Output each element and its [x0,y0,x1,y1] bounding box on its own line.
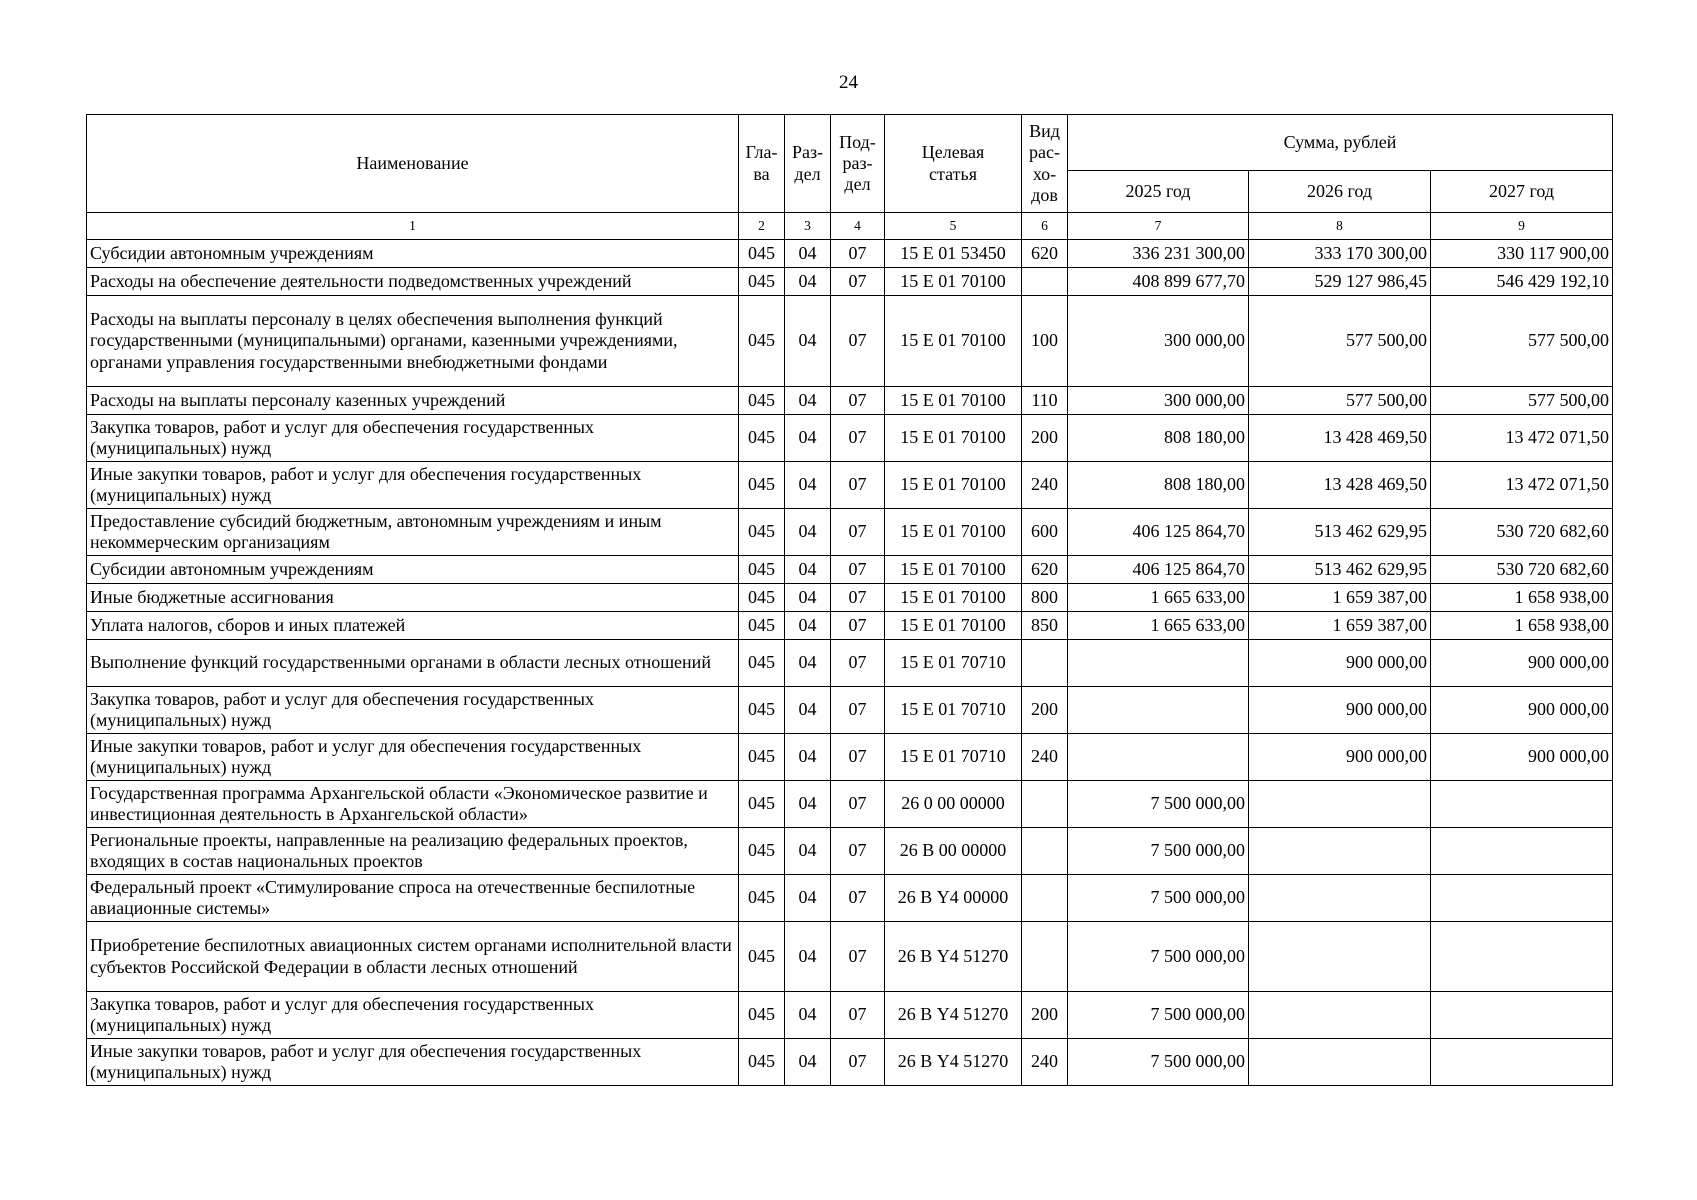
row-sum-2025-cell [1068,640,1249,687]
table-body [87,213,1613,1086]
header-sum: Сумма, рублей [1068,115,1613,171]
table-row [87,240,1613,268]
table-row [87,875,1613,922]
row-subsection-cell: 07 [831,415,885,462]
row-sum-2026-cell: 577 500,00 [1249,296,1431,387]
row-sum-2025-cell: 7 500 000,00 [1068,1039,1249,1086]
row-sum-2026-cell [1249,992,1431,1039]
row-subsection-cell: 07 [831,828,885,875]
row-section-cell: 04 [785,240,831,268]
header-section: Раз- дел [785,115,831,213]
row-name-cell: Иные закупки товаров, работ и услуг для обеспечения государственных (муниципальных) нужд [87,1039,739,1086]
row-section-cell: 04 [785,922,831,992]
row-sum-2027-cell: 900 000,00 [1431,640,1613,687]
row-sum-2026-cell: 13 428 469,50 [1249,415,1431,462]
row-sum-2027-cell: 577 500,00 [1431,387,1613,415]
row-expense-type-cell [1022,268,1068,296]
row-sum-2026-cell: 577 500,00 [1249,387,1431,415]
row-target-article-cell: 15 Е 01 70710 [885,687,1022,734]
row-target-article-cell: 15 Е 01 70100 [885,387,1022,415]
row-chapter-cell: 045 [739,1039,785,1086]
row-name-cell: Иные закупки товаров, работ и услуг для обеспечения государственных (муниципальных) нужд [87,734,739,781]
row-chapter-cell: 045 [739,240,785,268]
row-subsection-cell: 07 [831,640,885,687]
row-section-cell: 04 [785,687,831,734]
row-sum-2025-cell: 7 500 000,00 [1068,781,1249,828]
row-expense-type-cell [1022,875,1068,922]
row-expense-type-cell [1022,828,1068,875]
row-chapter-cell: 045 [739,415,785,462]
column-number: 9 [1431,213,1613,240]
table-row [87,1039,1613,1086]
table-row [87,415,1613,462]
row-sum-2027-cell [1431,828,1613,875]
row-name-cell: Иные бюджетные ассигнования [87,584,739,612]
row-sum-2026-cell [1249,1039,1431,1086]
row-section-cell: 04 [785,584,831,612]
header-subsection: Под- раз- дел [831,115,885,213]
row-sum-2025-cell: 7 500 000,00 [1068,992,1249,1039]
row-subsection-cell: 07 [831,387,885,415]
budget-table [86,114,1613,1086]
row-target-article-cell: 26 В Y4 51270 [885,992,1022,1039]
row-subsection-cell: 07 [831,687,885,734]
row-target-article-cell: 15 Е 01 70100 [885,268,1022,296]
row-sum-2025-cell: 408 899 677,70 [1068,268,1249,296]
row-target-article-cell: 15 Е 01 70100 [885,584,1022,612]
row-name-cell: Расходы на обеспечение деятельности подведомственных учреждений [87,268,739,296]
row-sum-2025-cell: 808 180,00 [1068,462,1249,509]
column-number: 8 [1249,213,1431,240]
row-sum-2027-cell: 1 658 938,00 [1431,584,1613,612]
header-chapter: Гла- ва [739,115,785,213]
row-sum-2027-cell: 900 000,00 [1431,687,1613,734]
row-subsection-cell: 07 [831,612,885,640]
row-target-article-cell: 15 Е 01 70710 [885,640,1022,687]
row-section-cell: 04 [785,268,831,296]
row-expense-type-cell: 200 [1022,992,1068,1039]
row-sum-2025-cell: 300 000,00 [1068,387,1249,415]
row-target-article-cell: 15 Е 01 70710 [885,734,1022,781]
row-name-cell: Субсидии автономным учреждениям [87,556,739,584]
header-name: Наименование [87,115,739,213]
row-sum-2025-cell: 7 500 000,00 [1068,922,1249,992]
row-name-cell: Федеральный проект «Стимулирование спроса на отечественные беспилотные авиационные системы» [87,875,739,922]
row-section-cell: 04 [785,387,831,415]
table-row [87,584,1613,612]
row-sum-2026-cell: 13 428 469,50 [1249,462,1431,509]
row-section-cell: 04 [785,875,831,922]
row-sum-2027-cell: 1 658 938,00 [1431,612,1613,640]
row-sum-2027-cell: 530 720 682,60 [1431,556,1613,584]
row-sum-2025-cell: 7 500 000,00 [1068,828,1249,875]
row-subsection-cell: 07 [831,584,885,612]
header-target-article: Целевая статья [885,115,1022,213]
row-sum-2027-cell [1431,781,1613,828]
row-expense-type-cell: 600 [1022,509,1068,556]
row-subsection-cell: 07 [831,734,885,781]
row-sum-2025-cell: 1 665 633,00 [1068,612,1249,640]
row-sum-2027-cell: 13 472 071,50 [1431,415,1613,462]
row-target-article-cell: 15 Е 01 70100 [885,296,1022,387]
row-subsection-cell: 07 [831,992,885,1039]
row-expense-type-cell: 110 [1022,387,1068,415]
row-section-cell: 04 [785,612,831,640]
header-year-2026: 2026 год [1249,171,1431,213]
table-row [87,734,1613,781]
row-expense-type-cell: 240 [1022,1039,1068,1086]
row-subsection-cell: 07 [831,462,885,509]
row-subsection-cell: 07 [831,556,885,584]
row-name-cell: Иные закупки товаров, работ и услуг для обеспечения государственных (муниципальных) нужд [87,462,739,509]
row-target-article-cell: 26 В 00 00000 [885,828,1022,875]
row-target-article-cell: 26 0 00 00000 [885,781,1022,828]
row-sum-2027-cell: 546 429 192,10 [1431,268,1613,296]
row-sum-2026-cell: 900 000,00 [1249,640,1431,687]
row-target-article-cell: 15 Е 01 70100 [885,509,1022,556]
row-section-cell: 04 [785,462,831,509]
row-chapter-cell: 045 [739,584,785,612]
row-expense-type-cell: 240 [1022,734,1068,781]
row-expense-type-cell: 800 [1022,584,1068,612]
row-expense-type-cell: 100 [1022,296,1068,387]
column-number: 7 [1068,213,1249,240]
row-sum-2027-cell [1431,992,1613,1039]
row-subsection-cell: 07 [831,781,885,828]
row-sum-2025-cell: 1 665 633,00 [1068,584,1249,612]
row-sum-2026-cell [1249,922,1431,992]
row-sum-2026-cell [1249,828,1431,875]
row-subsection-cell: 07 [831,922,885,992]
row-target-article-cell: 15 Е 01 70100 [885,556,1022,584]
column-number: 4 [831,213,885,240]
header-year-2027: 2027 год [1431,171,1613,213]
row-chapter-cell: 045 [739,875,785,922]
table-row [87,556,1613,584]
row-name-cell: Закупка товаров, работ и услуг для обеспечения государственных (муниципальных) нужд [87,992,739,1039]
row-section-cell: 04 [785,415,831,462]
row-chapter-cell: 045 [739,509,785,556]
row-sum-2025-cell: 406 125 864,70 [1068,556,1249,584]
row-section-cell: 04 [785,781,831,828]
row-sum-2025-cell: 7 500 000,00 [1068,875,1249,922]
row-name-cell: Закупка товаров, работ и услуг для обеспечения государственных (муниципальных) нужд [87,415,739,462]
header-expense-type: Вид рас- хо- дов [1022,115,1068,213]
row-sum-2026-cell: 333 170 300,00 [1249,240,1431,268]
row-sum-2026-cell: 900 000,00 [1249,734,1431,781]
row-sum-2025-cell: 406 125 864,70 [1068,509,1249,556]
row-name-cell: Расходы на выплаты персоналу казенных учреждений [87,387,739,415]
table-row [87,462,1613,509]
row-subsection-cell: 07 [831,509,885,556]
row-expense-type-cell: 200 [1022,687,1068,734]
row-expense-type-cell [1022,781,1068,828]
page-number: 24 [839,72,858,93]
row-name-cell: Государственная программа Архангельской области «Экономическое развитие и инвестиционная деятельность в Архангельской области» [87,781,739,828]
row-sum-2026-cell [1249,875,1431,922]
row-section-cell: 04 [785,828,831,875]
row-expense-type-cell [1022,640,1068,687]
row-section-cell: 04 [785,640,831,687]
row-target-article-cell: 26 В Y4 00000 [885,875,1022,922]
table-row [87,687,1613,734]
row-subsection-cell: 07 [831,875,885,922]
row-name-cell: Субсидии автономным учреждениям [87,240,739,268]
row-chapter-cell: 045 [739,687,785,734]
row-sum-2025-cell [1068,687,1249,734]
row-target-article-cell: 26 В Y4 51270 [885,922,1022,992]
row-sum-2026-cell [1249,781,1431,828]
table-row [87,640,1613,687]
row-section-cell: 04 [785,1039,831,1086]
column-number: 1 [87,213,739,240]
column-number: 6 [1022,213,1068,240]
row-expense-type-cell: 200 [1022,415,1068,462]
row-section-cell: 04 [785,509,831,556]
row-chapter-cell: 045 [739,268,785,296]
table-row [87,781,1613,828]
row-name-cell: Уплата налогов, сборов и иных платежей [87,612,739,640]
row-expense-type-cell: 620 [1022,240,1068,268]
row-sum-2025-cell [1068,734,1249,781]
row-target-article-cell: 15 Е 01 70100 [885,612,1022,640]
row-chapter-cell: 045 [739,612,785,640]
row-name-cell: Расходы на выплаты персоналу в целях обеспечения выполнения функций государственными (муниципальными) органами, казенными учреждениями, органами управления государственными внебюджетными фондами [87,296,739,387]
row-expense-type-cell: 240 [1022,462,1068,509]
row-name-cell: Приобретение беспилотных авиационных систем органами исполнительной власти субъектов Российской Федерации в области лесных отношений [87,922,739,992]
row-chapter-cell: 045 [739,556,785,584]
column-number-row [87,213,1613,240]
row-chapter-cell: 045 [739,781,785,828]
row-section-cell: 04 [785,734,831,781]
table-row [87,509,1613,556]
row-sum-2027-cell [1431,1039,1613,1086]
row-chapter-cell: 045 [739,734,785,781]
row-target-article-cell: 15 Е 01 70100 [885,415,1022,462]
row-name-cell: Закупка товаров, работ и услуг для обеспечения государственных (муниципальных) нужд [87,687,739,734]
row-subsection-cell: 07 [831,240,885,268]
row-chapter-cell: 045 [739,296,785,387]
table-row [87,387,1613,415]
row-chapter-cell: 045 [739,828,785,875]
row-subsection-cell: 07 [831,1039,885,1086]
row-sum-2027-cell: 900 000,00 [1431,734,1613,781]
row-section-cell: 04 [785,992,831,1039]
row-chapter-cell: 045 [739,462,785,509]
row-sum-2027-cell: 577 500,00 [1431,296,1613,387]
row-expense-type-cell [1022,922,1068,992]
row-sum-2026-cell: 513 462 629,95 [1249,509,1431,556]
table-row [87,922,1613,992]
row-chapter-cell: 045 [739,640,785,687]
row-section-cell: 04 [785,296,831,387]
row-subsection-cell: 07 [831,268,885,296]
row-sum-2027-cell [1431,922,1613,992]
row-target-article-cell: 15 Е 01 53450 [885,240,1022,268]
row-sum-2027-cell: 330 117 900,00 [1431,240,1613,268]
column-number: 3 [785,213,831,240]
row-sum-2027-cell [1431,875,1613,922]
row-sum-2025-cell: 808 180,00 [1068,415,1249,462]
table-row [87,612,1613,640]
row-sum-2025-cell: 336 231 300,00 [1068,240,1249,268]
row-expense-type-cell: 620 [1022,556,1068,584]
row-sum-2025-cell: 300 000,00 [1068,296,1249,387]
row-sum-2027-cell: 530 720 682,60 [1431,509,1613,556]
column-number: 5 [885,213,1022,240]
row-name-cell: Выполнение функций государственными органами в области лесных отношений [87,640,739,687]
table-row [87,828,1613,875]
column-number: 2 [739,213,785,240]
table-row [87,992,1613,1039]
row-sum-2026-cell: 513 462 629,95 [1249,556,1431,584]
row-sum-2027-cell: 13 472 071,50 [1431,462,1613,509]
table-row [87,268,1613,296]
row-subsection-cell: 07 [831,296,885,387]
row-expense-type-cell: 850 [1022,612,1068,640]
table-row [87,296,1613,387]
row-name-cell: Региональные проекты, направленные на реализацию федеральных проектов, входящих в состав национальных проектов [87,828,739,875]
row-section-cell: 04 [785,556,831,584]
row-sum-2026-cell: 1 659 387,00 [1249,584,1431,612]
row-chapter-cell: 045 [739,992,785,1039]
row-name-cell: Предоставление субсидий бюджетным, автономным учреждениям и иным некоммерческим организациям [87,509,739,556]
row-chapter-cell: 045 [739,387,785,415]
row-chapter-cell: 045 [739,922,785,992]
row-sum-2026-cell: 529 127 986,45 [1249,268,1431,296]
row-sum-2026-cell: 900 000,00 [1249,687,1431,734]
header-year-2025: 2025 год [1068,171,1249,213]
row-target-article-cell: 15 Е 01 70100 [885,462,1022,509]
row-sum-2026-cell: 1 659 387,00 [1249,612,1431,640]
row-target-article-cell: 26 В Y4 51270 [885,1039,1022,1086]
